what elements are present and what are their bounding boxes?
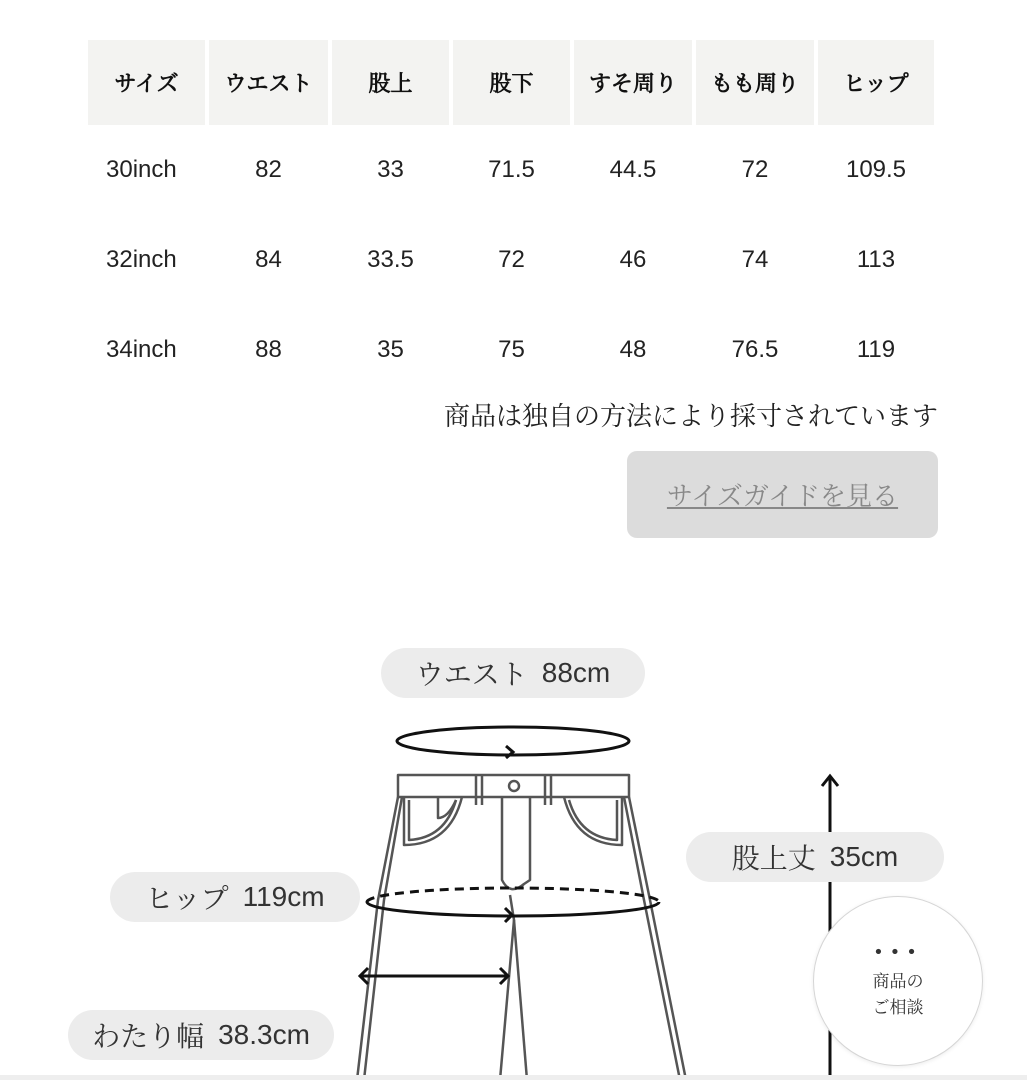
more-dots-icon: •••	[873, 941, 923, 963]
cell-hip: 113	[856, 246, 896, 273]
rise-value: 35cm	[829, 841, 899, 872]
cell-hem: 44.5	[609, 156, 657, 183]
rise-measure-label	[686, 832, 944, 882]
cell-size: 32inch	[106, 246, 177, 273]
thigh-measure-label	[68, 1010, 334, 1060]
cell-hip: 119	[856, 336, 896, 363]
consult-label: 商品の ご相談	[872, 971, 924, 1018]
cell-waist: 84	[255, 246, 282, 273]
cell-waist: 82	[255, 156, 282, 183]
cell-inseam: 72	[498, 246, 525, 273]
cell-waist: 88	[255, 336, 282, 363]
cell-thigh: 76.5	[731, 336, 779, 363]
waist-measure-label	[381, 648, 645, 698]
cell-size: 34inch	[106, 336, 177, 363]
cell-thigh: 74	[741, 246, 769, 273]
header-hip: ヒップ	[818, 40, 934, 125]
cell-rise: 33.5	[367, 246, 414, 273]
size-table	[84, 40, 938, 395]
table-row	[88, 305, 934, 395]
rise-label: 股上丈	[731, 842, 816, 875]
header-size: サイズ	[88, 40, 205, 125]
size-table-header	[88, 40, 934, 125]
consult-button[interactable]	[813, 896, 983, 1066]
bottom-divider	[0, 1075, 1027, 1080]
cell-rise: 35	[377, 336, 404, 363]
table-row	[88, 215, 934, 305]
waist-label: ウエスト	[415, 658, 528, 691]
hip-label: ヒップ	[145, 882, 229, 915]
size-guide-button[interactable]: サイズガイドを見る	[627, 451, 938, 538]
header-rise: 股上	[332, 40, 449, 125]
table-row	[88, 125, 934, 215]
hip-value: 119cm	[242, 881, 325, 912]
cell-inseam: 75	[498, 336, 525, 363]
measurement-note: 商品は独自の方法により採寸されています	[443, 402, 938, 432]
cell-rise: 33	[377, 156, 404, 183]
cell-inseam: 71.5	[488, 156, 535, 183]
header-thigh: もも周り	[696, 40, 814, 125]
cell-hem: 48	[619, 336, 647, 363]
waist-value: 88cm	[541, 657, 611, 688]
cell-hem: 46	[619, 246, 647, 273]
header-inseam: 股下	[453, 40, 570, 125]
hip-measure-label	[110, 872, 360, 922]
cell-size: 30inch	[106, 156, 177, 183]
header-hem: すそ周り	[574, 40, 692, 125]
thigh-label: わたり幅	[92, 1020, 205, 1053]
header-waist: ウエスト	[209, 40, 328, 125]
thigh-value: 38.3cm	[218, 1019, 310, 1050]
cell-hip: 109.5	[845, 156, 907, 183]
cell-thigh: 72	[741, 156, 769, 183]
